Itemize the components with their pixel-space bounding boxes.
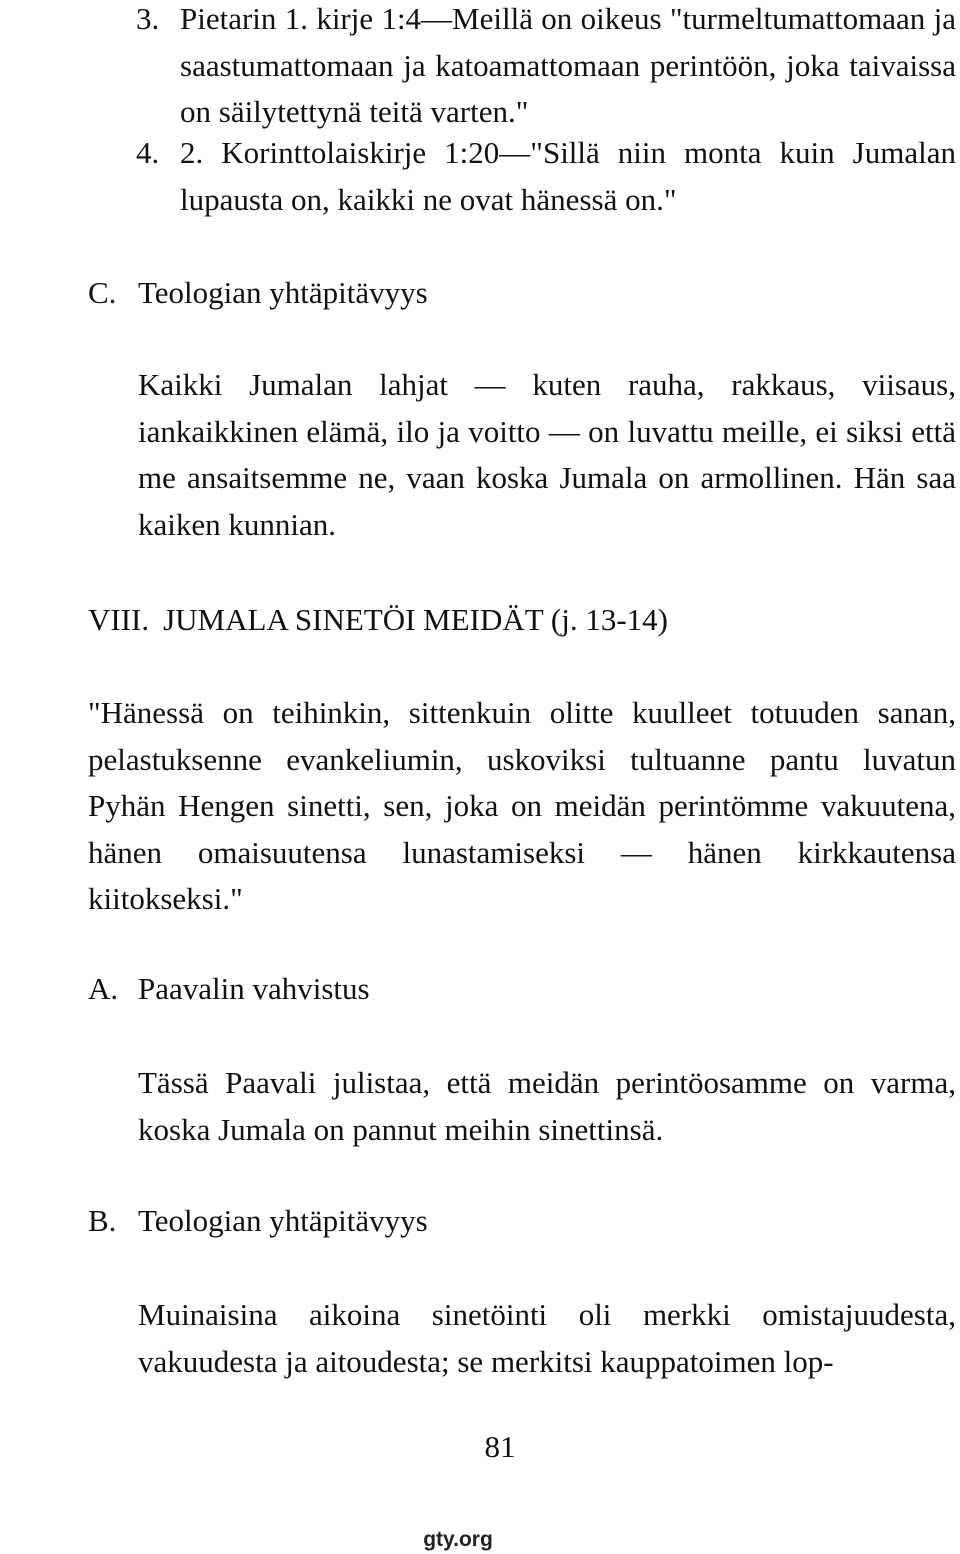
list-item-text: 2. Korinttolaiskirje 1:20—"Sillä niin monta kuin Jumalan lupausta on, kaikki ne ovat hänessä on."	[180, 135, 956, 217]
section-a-heading	[88, 966, 370, 1013]
section-b-paragraph: Muinaisina aikoina sinetöinti oli merkki omistajuudesta, vakuudesta ja aitoudesta; se merkitsi kauppatoimen lop-	[138, 1297, 956, 1379]
section-c-heading	[88, 270, 428, 317]
section-a-paragraph: Tässä Paavali julistaa, että meidän perintöosamme on varma, koska Jumala on pannut meihin sinettinsä.	[138, 1065, 956, 1147]
section-title: Teologian yhtäpitävyys	[138, 275, 428, 310]
scripture-quote: "Hänessä on teihinkin, sittenkuin olitte kuulleet totuuden sanan, pelastuksenne evankeliumin, uskoviksi tultuanne pantu luvatun Pyhän Hengen sinetti, sen, joka on meidän perintömme vakuutena, hänen omaisuutensa lunastamiseksi — hänen kirkkautensa kiitokseksi."	[88, 695, 956, 916]
section-title: Paavalin vahvistus	[138, 971, 370, 1006]
section-label: B.	[88, 1203, 117, 1238]
section-b-heading	[88, 1198, 428, 1245]
list-item-text: Pietarin 1. kirje 1:4—Meillä on oikeus "turmeltumattomaan ja saastumattomaan ja katoamattomaan perintöön, joka taivaissa on säilytettynä teitä varten."	[180, 1, 956, 129]
list-item-number: 4.	[136, 135, 160, 170]
page-number: 81	[484, 1429, 516, 1464]
section-label: A.	[88, 971, 119, 1006]
section-label: VIII.	[88, 602, 150, 637]
section-title: JUMALA SINETÖI MEIDÄT (j. 13-14)	[163, 602, 668, 637]
list-item-number: 3.	[136, 1, 160, 36]
section-title: Teologian yhtäpitävyys	[138, 1203, 428, 1238]
section-c-paragraph: Kaikki Jumalan lahjat — kuten rauha, rakkaus, viisaus, iankaikkinen elämä, ilo ja voitto — on luvattu meille, ei siksi että me ansaitsemme ne, vaan koska Jumala on armollinen. Hän saa kaiken kunnian.	[138, 367, 956, 542]
section-label: C.	[88, 275, 117, 310]
section-viii-heading	[88, 597, 668, 644]
source-watermark: gty.org	[423, 1528, 493, 1551]
list-item-3	[138, 0, 956, 136]
list-item-4	[138, 130, 956, 223]
